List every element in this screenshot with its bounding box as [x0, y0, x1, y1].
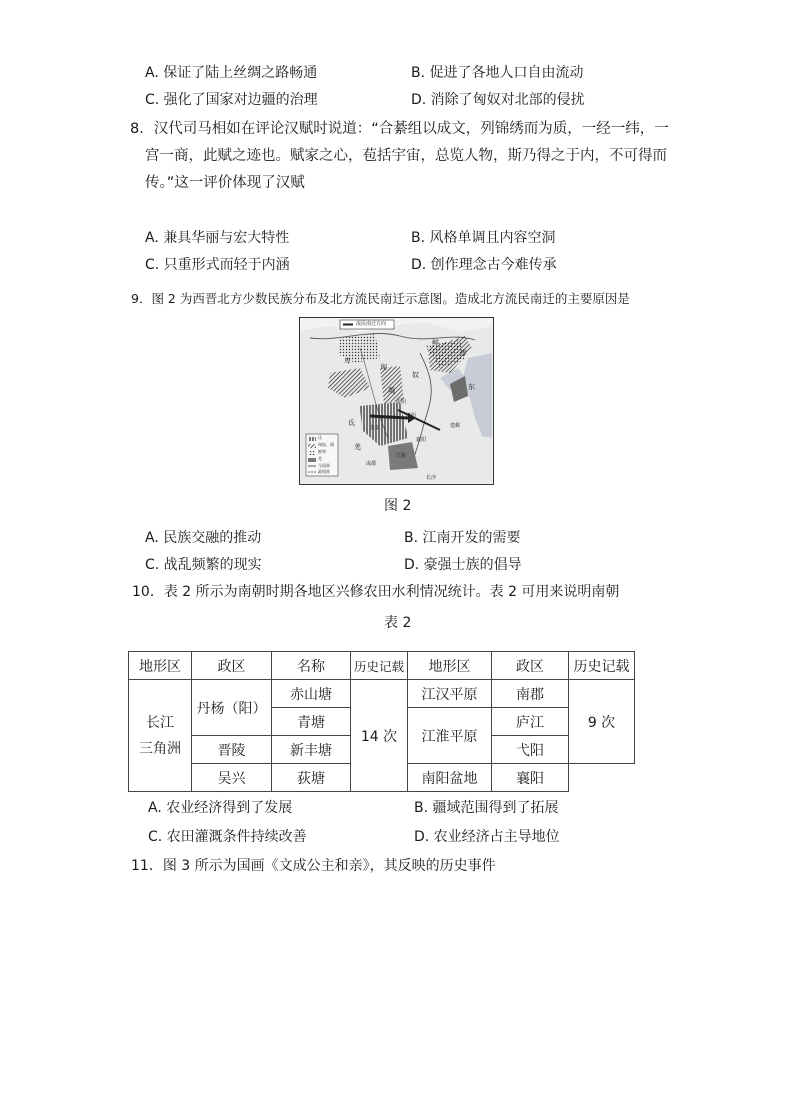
left-district-cell: 丹杨（阳） [192, 680, 272, 736]
right-count-cell: 9 次 [569, 680, 635, 764]
map-label: 羌 [354, 443, 361, 451]
table-header: 历史记载 [569, 652, 635, 680]
map-label: 羯 [388, 387, 395, 395]
map-label: 长沙 [426, 475, 437, 481]
q9-stem: 9．图 2 为西晋北方少数民族分布及北方流民南迁示意图。造成北方流民南迁的主要原因是 [131, 291, 630, 306]
empty-cell [569, 764, 635, 792]
q8-option-c: C. 只重形式而轻于内涵 [145, 257, 290, 273]
left-name-cell: 赤山塘 [272, 680, 351, 708]
map-label: 卑 [344, 357, 351, 365]
left-region-line2: 三角洲 [139, 740, 181, 757]
map-label: 东 [468, 383, 475, 391]
left-region-line1: 长江 [146, 714, 174, 731]
q8-stem-line3: 传。”这一评价体现了汉赋 [145, 175, 305, 191]
table-header: 政区 [492, 652, 569, 680]
map-label: 平阳 [396, 399, 407, 405]
q10-stem: 10．表 2 所示为南朝时期各地区兴修农田水利情况统计。表 2 可用来说明南朝 [132, 584, 620, 600]
left-district-cell: 晋陵 [192, 736, 272, 764]
map-label: 卑 [460, 349, 467, 357]
q8-stem-line2: 宫一商，此赋之迹也。赋家之心，苞括宇宙，总览人物，斯乃得之于内，不可得而 [145, 148, 667, 164]
table-header: 政区 [192, 652, 272, 680]
left-region-cell [129, 680, 192, 792]
map-label: 建邺 [450, 423, 461, 429]
q9-option-d: D. 豪强士族的倡导 [404, 557, 522, 573]
right-region-cell: 江淮平原 [408, 708, 492, 764]
q9-option-c: C. 战乱频繁的现实 [145, 557, 262, 573]
map-legend-item: 鲜卑 [318, 449, 326, 454]
q9-option-a: A. 民族交融的推动 [145, 530, 262, 546]
table-header: 名称 [272, 652, 351, 680]
q10-option-a: A. 农业经济得到了发展 [148, 800, 293, 816]
left-name-cell: 新丰塘 [272, 736, 351, 764]
map-label: 长安 [370, 425, 381, 431]
q7-option-b: B. 促进了各地人口自由流动 [411, 65, 584, 81]
map-label: 氐 [348, 419, 355, 427]
q7-option-d: D. 消除了匈奴对北部的侵扰 [411, 92, 585, 108]
q8-option-b: B. 风格单调且内容空洞 [411, 230, 556, 246]
figure-2-caption: 图 2 [384, 498, 412, 514]
map-legend-item: 今国界 [318, 463, 330, 468]
table-header: 地形区 [129, 652, 192, 680]
map-figure-2 [299, 317, 494, 485]
map-legend-item: 政权界 [318, 469, 330, 474]
q8-option-d: D. 创作理念古今难传承 [411, 257, 557, 273]
right-region-cell: 江汉平原 [408, 680, 492, 708]
q7-option-c: C. 强化了国家对边疆的治理 [145, 92, 318, 108]
right-district-cell: 南郡 [492, 680, 569, 708]
table-2 [128, 651, 635, 792]
q8-stem-line1: 8．汉代司马相如在评论汉赋时说道：“合綦组以成文，列锦绣而为质，一经一纬，一 [130, 121, 669, 137]
map-legend-item: 氐 [318, 435, 322, 440]
map-label: 成都 [366, 461, 377, 467]
right-region-cell: 南阳盆地 [408, 764, 492, 792]
q9-option-b: B. 江南开发的需要 [404, 530, 521, 546]
table-header: 历史记载 [351, 652, 408, 680]
map-label: 襄阳 [416, 437, 427, 443]
right-district-cell: 襄阳 [492, 764, 569, 792]
table-2-caption: 表 2 [384, 615, 412, 631]
left-name-cell: 荻塘 [272, 764, 351, 792]
table-row [129, 680, 635, 708]
map-legend-item: 羌 [318, 456, 322, 461]
map-legend-item: 匈奴、羯 [318, 442, 334, 447]
right-district-cell: 弋阳 [492, 736, 569, 764]
left-count-cell: 14 次 [351, 680, 408, 792]
q11-stem: 11．图 3 所示为国画《文成公主和亲》，其反映的历史事件 [131, 858, 496, 874]
table-header: 地形区 [408, 652, 492, 680]
map-label: 鲜 [432, 339, 439, 347]
map-label: 江陵 [396, 453, 407, 459]
map-label: 奴 [412, 371, 419, 379]
map-label: 匈 [380, 363, 387, 371]
q10-option-c: C. 农田灌溉条件持续改善 [148, 829, 307, 845]
q10-option-b: B. 疆域范围得到了拓展 [414, 800, 559, 816]
q7-option-a: A. 保证了陆上丝绸之路畅通 [145, 65, 318, 81]
map-label: 洛阳 [406, 413, 417, 419]
q8-option-a: A. 兼具华丽与宏大特性 [145, 230, 290, 246]
right-district-cell: 庐江 [492, 708, 569, 736]
map-legend-title: 流民南迁方向 [356, 321, 387, 327]
left-name-cell: 青塘 [272, 708, 351, 736]
left-district-cell: 吴兴 [192, 764, 272, 792]
table-header-row [129, 652, 635, 680]
q10-option-d: D. 农业经济占主导地位 [414, 829, 560, 845]
